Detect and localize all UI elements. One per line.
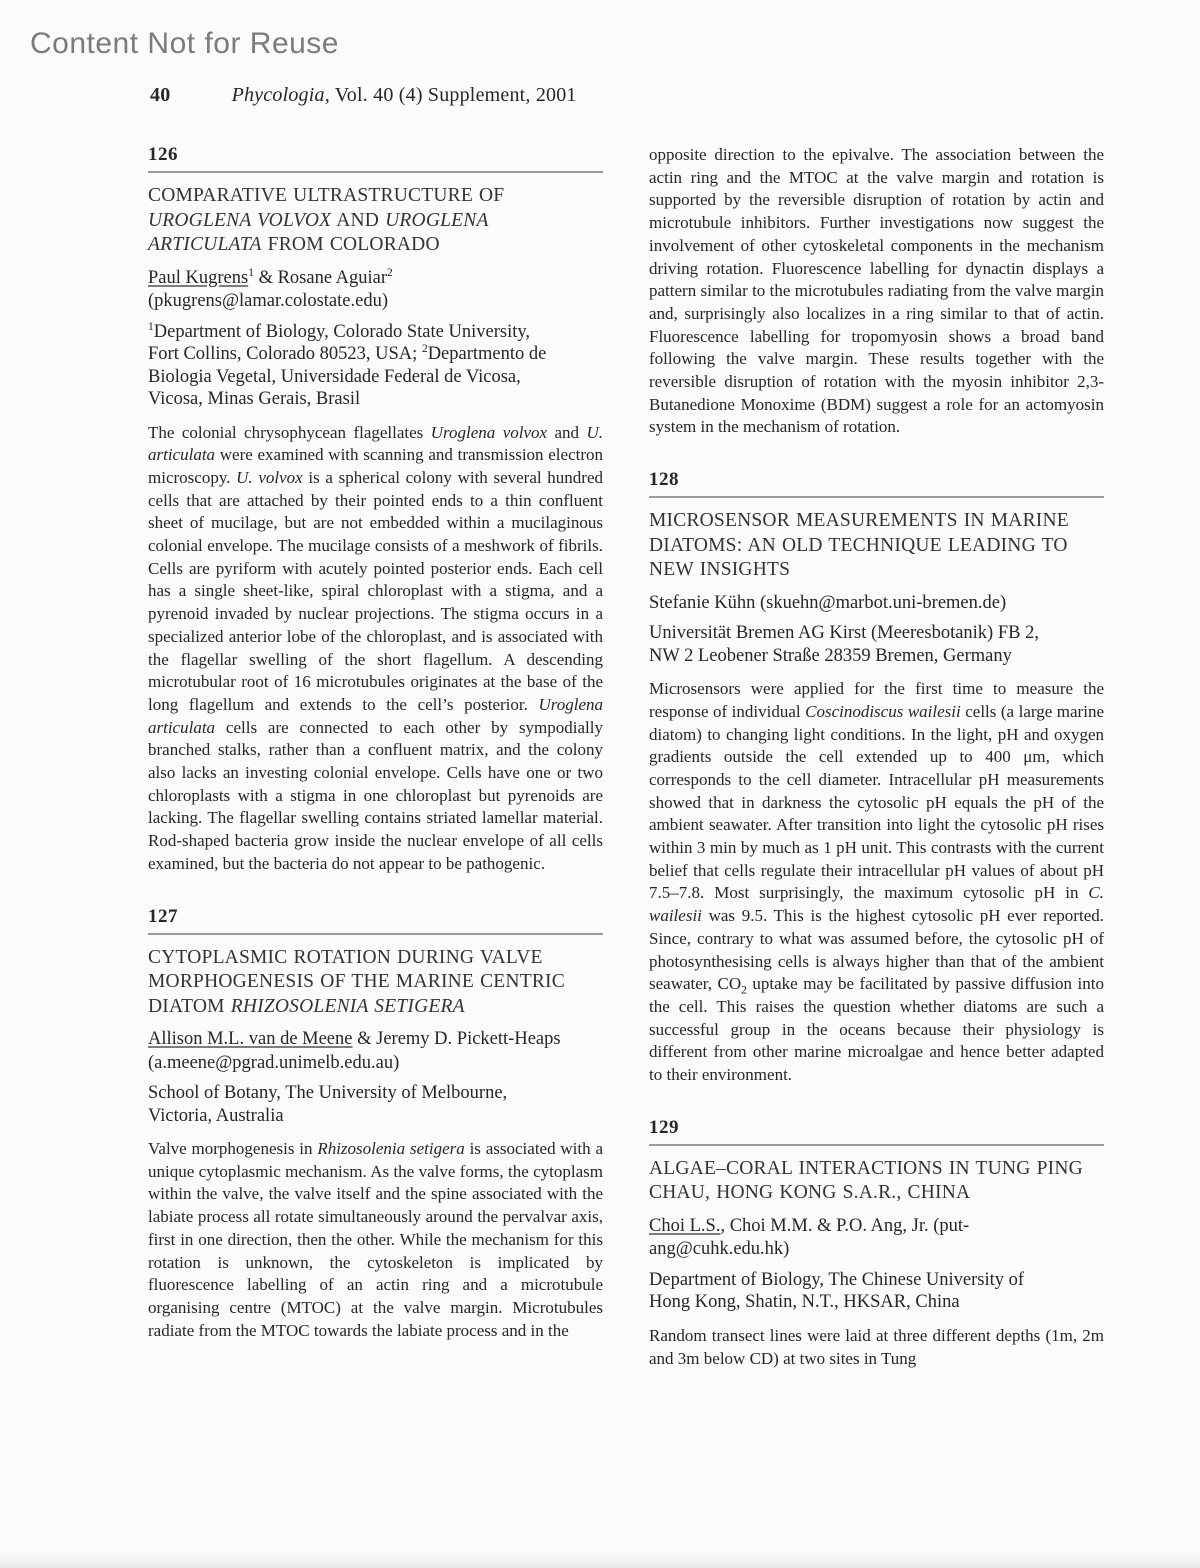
text-run: Random transect lines were laid at three different depths (1m, 2m and 3m below CD) at two sites in Tung [649, 1325, 1104, 1368]
text-run: Uroglena articulata [148, 694, 603, 737]
abstract-number: 128 [649, 469, 1104, 498]
text-run: and [547, 422, 587, 442]
text-run: uptake may be facilitated by passive diffusion into the cell. This raises the question whether diatoms are such a successful group in the oceans because their physiology is different from other marine microalgae and hence better adapted to their environment. [649, 974, 1104, 1085]
text-run: ang@cuhk.edu.hk) [649, 1239, 790, 1260]
text-run: Paul Kugrens [148, 267, 249, 288]
text-run: 2 [741, 984, 747, 997]
text-run: Stefanie Kühn (skuehn@marbot.uni-bremen.de) [649, 592, 1007, 613]
text-run: MICROSENSOR MEASUREMENTS IN MARINE [649, 510, 1069, 532]
text-run: C. wailesii [649, 883, 1104, 926]
text-run: RHIZOSOLENIA SETIGERA [230, 995, 465, 1017]
text-run: Universität Bremen AG Kirst (Meeresbotanik) FB 2, [649, 623, 1039, 644]
right-column [649, 144, 1104, 1370]
abstract-body-text [649, 144, 1104, 439]
text-run: was 9.5. This is the highest cytosolic pH ever reported. Since, contrary to what was assumed before, the cytosolic pH of photosynthesising cells is always higher than that of the ambient seawater, CO [649, 906, 1104, 994]
abstract-title [649, 509, 1104, 583]
text-run: Allison M.L. van de Meene [148, 1029, 353, 1050]
text-run: were examined with scanning and transmission electron microscopy. [148, 445, 603, 487]
text-run: U. articulata [148, 422, 604, 465]
text-run: Rhizosolenia setigera [317, 1139, 465, 1159]
abstract-authors [649, 1215, 1104, 1262]
text-run: ARTICULATA [148, 234, 262, 255]
abstract-authors [649, 592, 1104, 616]
text-run: UROGLENA VOLVOX [148, 209, 332, 231]
text-run: Phycologia, [231, 84, 330, 106]
abstract-affiliation [649, 622, 1104, 667]
abstract-authors [148, 267, 603, 314]
abstract-affiliation [649, 1269, 1104, 1314]
abstract-number: 126 [148, 144, 603, 173]
text-run: 2 [421, 342, 428, 355]
text-run: U. volvox [236, 467, 303, 487]
abstract-number: 129 [649, 1117, 1104, 1146]
text-run: & Rosane Aguiar [253, 267, 388, 288]
text-run: (a.meene@pgrad.unimelb.edu.au) [148, 1052, 400, 1073]
text-run: (pkugrens@lamar.colostate.edu) [148, 291, 388, 311]
text-run: Departmento de [427, 344, 547, 364]
text-run: CHAU, HONG KONG S.A.R., CHINA [649, 1182, 971, 1204]
text-run: NW 2 Leobener Straße 28359 Bremen, Germany [649, 645, 1012, 666]
text-run: School of Botany, The University of Melbourne, [148, 1083, 508, 1104]
text-run: UROGLENA [385, 209, 489, 231]
abstract-title [649, 1157, 1104, 1206]
text-run: 1 [148, 320, 154, 333]
text-run: FROM COLORADO [261, 234, 440, 255]
text-run: Biologia Vegetal, Universidade Federal de Vicosa, [148, 366, 521, 387]
text-run: & Jeremy D. Pickett-Heaps [352, 1029, 561, 1050]
abstract-affiliation [148, 321, 603, 411]
text-run: The colonial chrysophycean flagellates [148, 422, 431, 442]
text-run: 1 [248, 266, 254, 279]
text-run: Department of Biology, Colorado State University, [153, 321, 531, 342]
text-run: , Choi M.M. & P.O. Ang, Jr. (put- [720, 1215, 970, 1236]
text-run: Fort Collins, Colorado 80523, USA; [148, 344, 422, 364]
abstract-title [148, 184, 603, 258]
text-run: cells are connected to each other by sympodially branched stalks, rather than a confluent matrix, and the colony also lacks an investing colonial envelope. Cells have one or two chloroplasts with a stigma in one chloroplast but pyrenoids are lacking. The flagellar swelling contains striated lamellar material. Rod-shaped bacteria grow inside the nuclear envelope of all cells examined, but the bacteria do not appear to be pathogenic. [148, 717, 603, 873]
page-bottom-shading [0, 1552, 1200, 1568]
journal-reference [232, 84, 577, 106]
text-run: Vol. 40 (4) Supplement, 2001 [329, 84, 577, 106]
text-run: opposite direction to the epivalve. The association between the actin ring and the MTOC at the valve margin and rotation is supported by the reversible disruption of rotation by actin and microtubule inhibitors. Further investigations now suggest the involvement of other cytoskeletal components in the mechanism driving rotation. Fluorescence labelling for dynactin displays a pattern similar to the microtubules radiating from the valve margin and, surprisingly also localizes in a ring similar to that of actin. Fluorescence labelling for tropomyosin shows a broad band following the valve margin. These results together with the reversible disruption of rotation with the myosin inhibitor 2,3-Butanedione Monoxime (BDM) suggest a role for an actomyosin system in the mechanism of rotation. [649, 145, 1104, 437]
text-run: NEW INSIGHTS [649, 559, 791, 581]
text-run: Coscinodiscus wailesii [805, 701, 961, 721]
text-run: AND [331, 209, 386, 231]
text-run: Choi L.S. [649, 1215, 721, 1236]
page-header [150, 84, 577, 107]
abstract-body-text [148, 1138, 603, 1342]
text-run: DIATOMS: AN OLD TECHNIQUE LEADING TO [649, 534, 1068, 556]
abstract-128 [649, 469, 1104, 1087]
left-column [148, 144, 603, 1370]
text-run: DIATOM [148, 995, 231, 1017]
text-run: is a spherical colony with several hundred cells that are attached by their pointed ends to a thin confluent sheet of mucilage, but are not embedded within a mucilaginous colonial envelope. The mucilage consists of a meshwork of fibrils. Cells are pyriform with acutely pointed posterior ends. Each cell has a single sheet-like, spiral chloroplast with a stigma, and a pyrenoid invaded by nuclear projections. The stigma occurs in a specialized anterior lobe of the chloroplast, and is associated with the flagellar swelling of the short flagellum. A descending microtubular root of 16 microtubules originates at the base of the long flagellum and extends to the cell’s posterior. [148, 467, 603, 714]
text-run: Department of Biology, The Chinese University of [649, 1269, 1025, 1290]
text-run: MORPHOGENESIS OF THE MARINE CENTRIC [148, 971, 565, 993]
abstract-127 [148, 906, 603, 1343]
abstract-number: 127 [148, 906, 603, 935]
abstract-body-text [649, 1325, 1104, 1370]
text-run: Valve morphogenesis in [148, 1139, 318, 1159]
text-run: COMPARATIVE ULTRASTRUCTURE OF [148, 185, 505, 206]
page-number: 40 [150, 84, 171, 106]
abstract-columns [148, 144, 1104, 1370]
abstract-126 [148, 144, 603, 876]
text-run: ALGAE–CORAL INTERACTIONS IN TUNG PING [649, 1157, 1083, 1179]
abstract-129 [649, 1117, 1104, 1370]
text-run: Uroglena volvox [430, 422, 548, 442]
abstract-affiliation [148, 1082, 603, 1127]
text-run: Hong Kong, Shatin, N.T., HKSAR, China [649, 1292, 960, 1313]
text-run: Victoria, Australia [148, 1105, 284, 1126]
text-run: CYTOPLASMIC ROTATION DURING VALVE [148, 946, 543, 968]
text-run: Microsensors were applied for the first time to measure the response of individual [649, 679, 1104, 721]
abstract-authors [148, 1028, 603, 1075]
text-run: 2 [387, 266, 393, 279]
text-run: is associated with a unique cytoplasmic mechanism. As the valve forms, the cytoplasm within the valve, the valve itself and the spine associated with the labiate process all rotate simultaneously around the pervalvar axis, first in one direction, then the other. While the mechanism for this rotation is unknown, the cytoskeleton is implicated by fluorescence labelling of an actin ring and a microtubule organising centre (MTOC) at the valve margin. Microtubules radiate from the MTOC towards the labiate process and in the [148, 1139, 603, 1340]
abstract-title [148, 946, 603, 1020]
content-not-for-reuse-watermark: Content Not for Reuse [30, 27, 339, 60]
text-run: Vicosa, Minas Gerais, Brasil [148, 389, 361, 409]
text-run: cells (a large marine diatom) to changing light conditions. In the light, pH and oxygen gradients outside the cell extended up to 400 μm, which corresponds to the cell diameter. Intracellular pH measurements showed that in darkness the cytosolic pH equals the pH of the ambient seawater. After transition into light the cytosolic pH rises within 3 min by much as 1 pH unit. This contrasts with the current belief that cells regulate their intracellular pH values of about pH 7.5–7.8. Most surprisingly, the maximum cytosolic pH in [649, 701, 1104, 903]
abstract-body-continuation [649, 144, 1104, 439]
abstract-body-text [649, 678, 1104, 1087]
abstract-body-text [148, 422, 603, 876]
